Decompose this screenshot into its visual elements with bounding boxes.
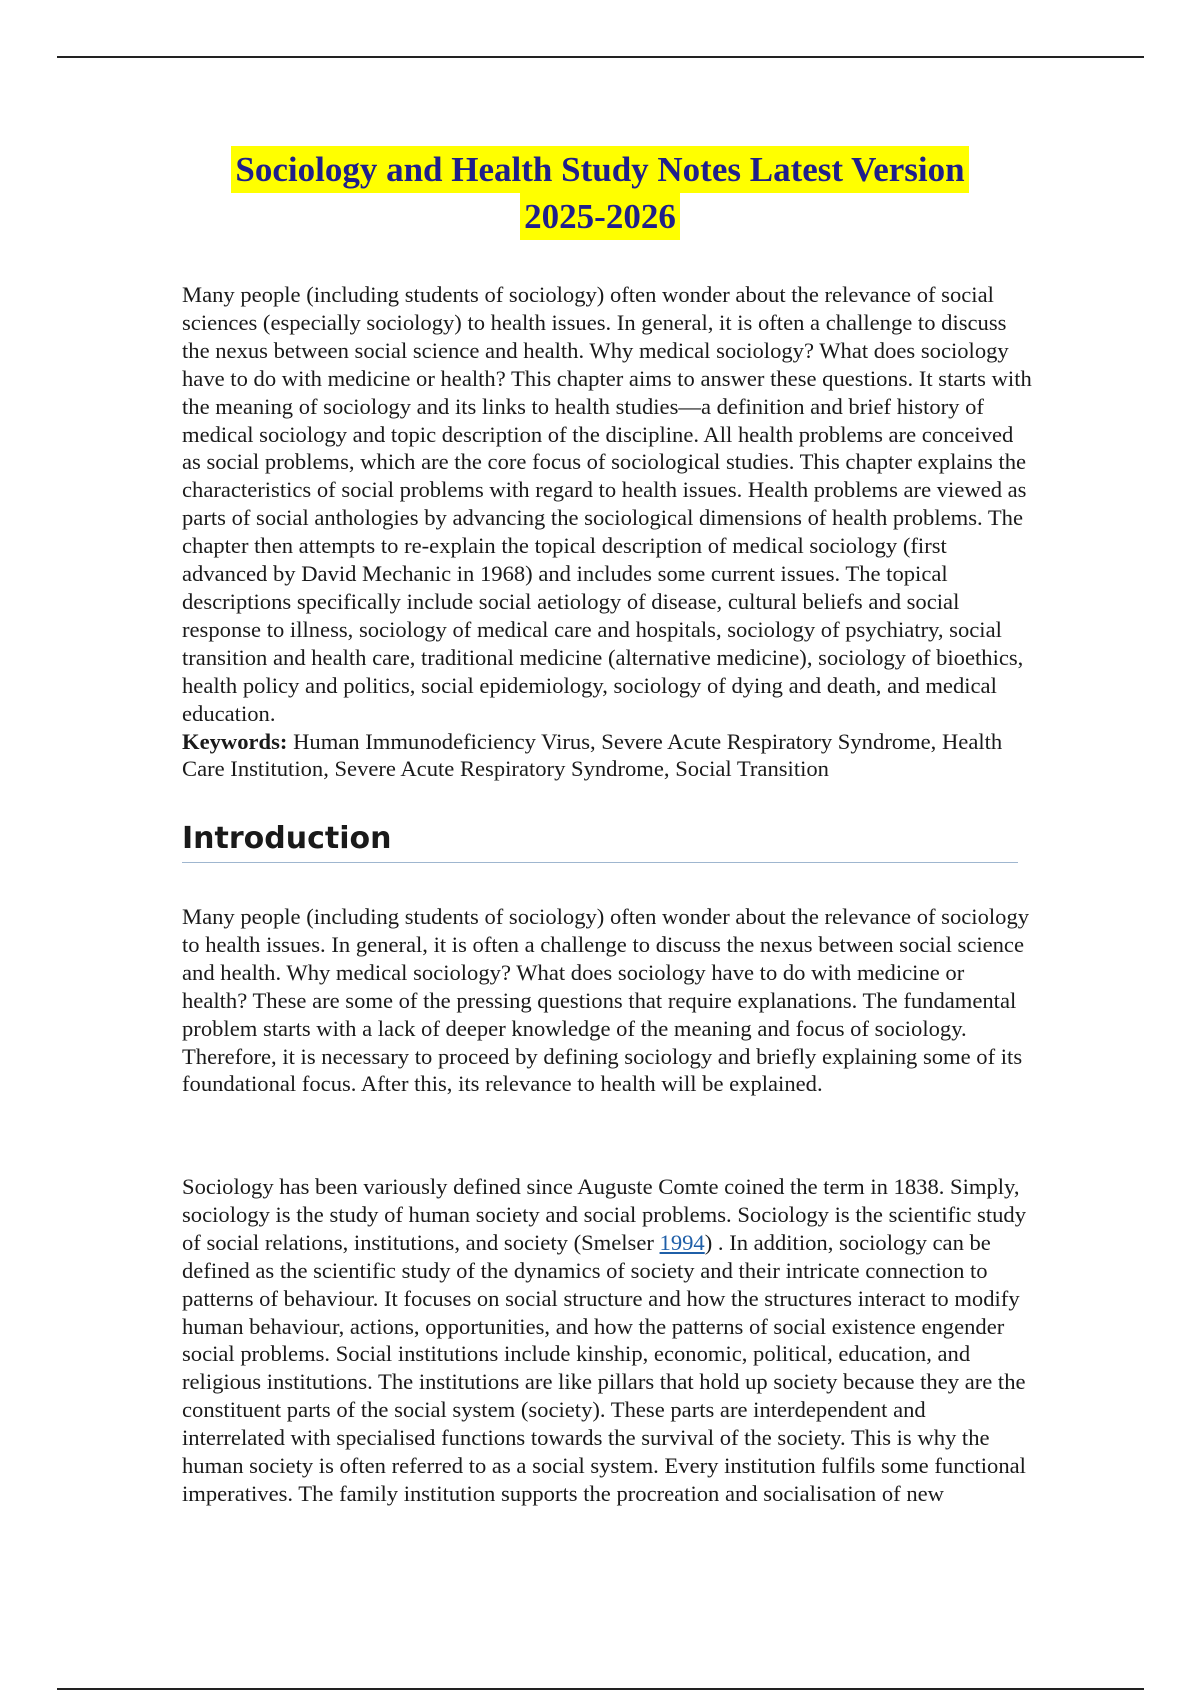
title-line-2: 2025-2026 xyxy=(520,193,680,240)
top-rule xyxy=(57,56,1144,58)
bottom-rule xyxy=(57,1688,1144,1690)
keywords-label: Keywords: xyxy=(182,728,288,754)
keywords-text: Human Immunodeficiency Virus, Severe Acute Respiratory Syndrome, Health Care Institution, Severe Acute Respiratory Syndrome, Social Transition xyxy=(182,728,1003,782)
intro-paragraph-block xyxy=(182,903,1032,1098)
definition-paragraph-block xyxy=(182,1173,1032,1508)
section-heading-introduction: Introduction xyxy=(182,820,1018,863)
keywords-line xyxy=(182,728,1032,784)
abstract-paragraph: Many people (including students of sociology) often wonder about the relevance of social sciences (especially sociology) to health issues. In general, it is often a challenge to discuss the nexus between social science and health. Why medical sociology? What does sociology have to do with medicine or health? This chapter aims to answer these questions. It starts with the meaning of sociology and its links to health studies—a definition and brief history of medical sociology and topic description of the discipline. All health problems are conceived as social problems, which are the core focus of sociological studies. This chapter explains the characteristics of social problems with regard to health issues. Health problems are viewed as parts of social anthologies by advancing the sociological dimensions of health problems. The chapter then attempts to re-explain the topical description of medical sociology (first advanced by David Mechanic in 1968) and includes some current issues. The topical descriptions specifically include social aetiology of disease, cultural beliefs and social response to illness, sociology of medical care and hospitals, sociology of psychiatry, social transition and health care, traditional medicine (alternative medicine), sociology of bioethics, health policy and politics, social epidemiology, sociology of dying and death, and medical education. xyxy=(182,282,1032,726)
document-title xyxy=(0,146,1200,240)
definition-text-end: ) . In addition, sociology can be defined as the scientific study of the dynamics of society and their intricate connection to patterns of behaviour. It focuses on social structure and how the structures interact to modify human behaviour, actions, opportunities, and how the patterns of social existence engender social problems. Social institutions include kinship, economic, political, education, and religious institutions. The institutions are like pillars that hold up society because they are the constituent parts of the social system (society). These parts are interdependent and interrelated with specialised functions towards the survival of the society. This is why the human society is often referred to as a social system. Every institution fulfils some functional imperatives. The family institution supports the procreation and socialisation of new xyxy=(182,1229,1026,1506)
definition-paragraph xyxy=(182,1173,1032,1508)
title-line-1: Sociology and Health Study Notes Latest Version xyxy=(231,146,968,193)
abstract-block xyxy=(182,281,1032,783)
definition-text-start: Sociology has been variously defined since Auguste Comte coined the term in 1838. Simply, sociology is the study of human society and social problems. Sociology is the scientific study of social relations, institutions, and society (Smelser xyxy=(182,1174,1027,1255)
citation-link-smelser-1994[interactable]: 1994 xyxy=(659,1229,705,1255)
intro-paragraph: Many people (including students of sociology) often wonder about the relevance of sociology to health issues. In general, it is often a challenge to discuss the nexus between social science and health. Why medical sociology? What does sociology have to do with medicine or health? These are some of the pressing questions that require explanations. The fundamental problem starts with a lack of deeper knowledge of the meaning and focus of sociology. Therefore, it is necessary to proceed by defining sociology and briefly explaining some of its foundational focus. After this, its relevance to health will be explained. xyxy=(182,904,1030,1097)
